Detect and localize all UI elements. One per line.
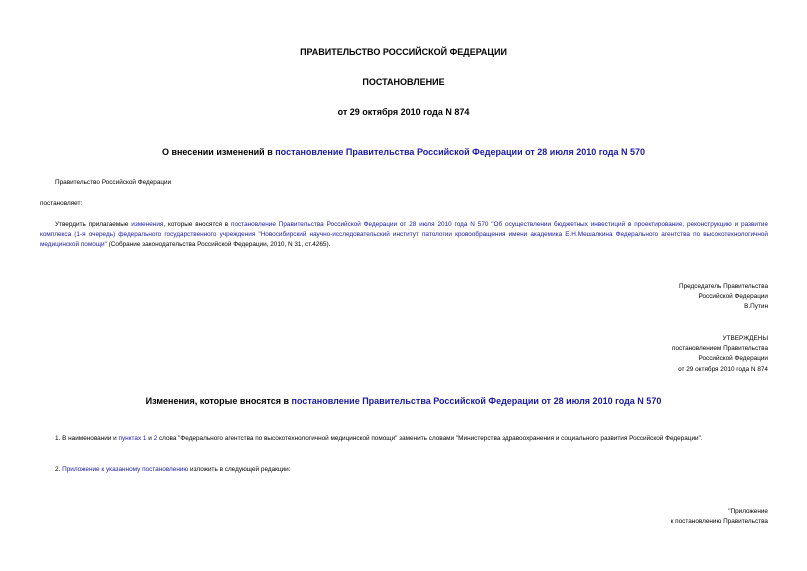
changes-title-prefix: Изменения, которые вносятся в bbox=[145, 396, 292, 406]
approved-date: от 29 октября 2010 года N 874 bbox=[678, 365, 768, 373]
approved-block bbox=[672, 334, 768, 375]
change-item-1-tail: слова "Федерального агентства по высокотехнологичной медицинской помощи" заменить словами "Министерства здравоохранения и социального развития Российской Федерации". bbox=[157, 435, 703, 442]
change-item-2-number: 2. bbox=[55, 466, 63, 473]
item-2-link[interactable]: 2 bbox=[153, 435, 158, 442]
paragraph-approve bbox=[40, 220, 768, 251]
document-title-prefix: О внесении изменений в bbox=[161, 147, 276, 157]
document-title bbox=[0, 147, 807, 157]
paragraph-approve-tail: (Собрание законодательства Российской Федерации, 2010, N 31, ст.4265). bbox=[106, 241, 331, 249]
issuer-text: Правительство Российской Федерации bbox=[55, 179, 172, 186]
approved-country: Российской Федерации bbox=[698, 355, 768, 363]
changes-link[interactable]: изменения bbox=[131, 221, 164, 228]
approved-label: УТВЕРЖДЕНЫ bbox=[722, 335, 768, 342]
signature-country: Российской Федерации bbox=[698, 293, 768, 301]
decree-570-link[interactable]: постановление Правительства Российской Федерации от 28 июля 2010 года N 570 "Об осуществлении бюджетных инвестиций в проектирование, реконструкцию и развитие комплекса (1-я очередь) федерального государственного учреждения "Новосибирский научно-исследовательский институт патологии кровообращения имени академика Е.Н.Мешалкина Федерального агентства по высокотехнологичной медицинской помощи" bbox=[40, 221, 768, 249]
government-heading: ПРАВИТЕЛЬСТВО РОССИЙСКОЙ ФЕДЕРАЦИИ bbox=[300, 47, 507, 57]
approved-by: постановлением Правительства bbox=[672, 345, 768, 353]
appendix-block bbox=[671, 507, 768, 527]
items-1-link[interactable]: пунктах 1 bbox=[118, 435, 147, 442]
change-item-1-lead: 1. В наименовании и bbox=[55, 435, 119, 442]
changes-title bbox=[0, 396, 807, 406]
document-date-number: от 29 октября 2010 года N 874 bbox=[337, 107, 470, 117]
paragraph-approve-lead: Утвердить прилагаемые bbox=[55, 221, 132, 228]
appendix-label: "Приложение bbox=[728, 508, 768, 515]
change-item-2-tail: изложить в следующей редакции: bbox=[188, 466, 291, 473]
signature-block bbox=[679, 282, 768, 313]
signature-title: Председатель Правительства bbox=[679, 283, 768, 290]
change-item-1-and: и bbox=[146, 435, 154, 442]
change-item-2 bbox=[55, 465, 291, 475]
signature-name: В.Путин bbox=[744, 303, 768, 311]
appendix-link[interactable]: Приложение к указанному постановлению bbox=[62, 466, 189, 473]
document-type-heading: ПОСТАНОВЛЕНИЕ bbox=[362, 77, 445, 87]
title-decree-link[interactable]: постановление Правительства Российской Федерации от 28 июля 2010 года N 570 bbox=[275, 147, 646, 157]
paragraph-approve-mid: , которые вносятся в bbox=[163, 221, 232, 228]
appendix-reference: к постановлению Правительства bbox=[670, 518, 768, 526]
change-item-1 bbox=[40, 434, 768, 444]
changes-title-decree-link[interactable]: постановление Правительства Российской Федерации от 28 июля 2010 года N 570 bbox=[291, 396, 662, 406]
decrees-text: постановляет: bbox=[40, 200, 83, 207]
